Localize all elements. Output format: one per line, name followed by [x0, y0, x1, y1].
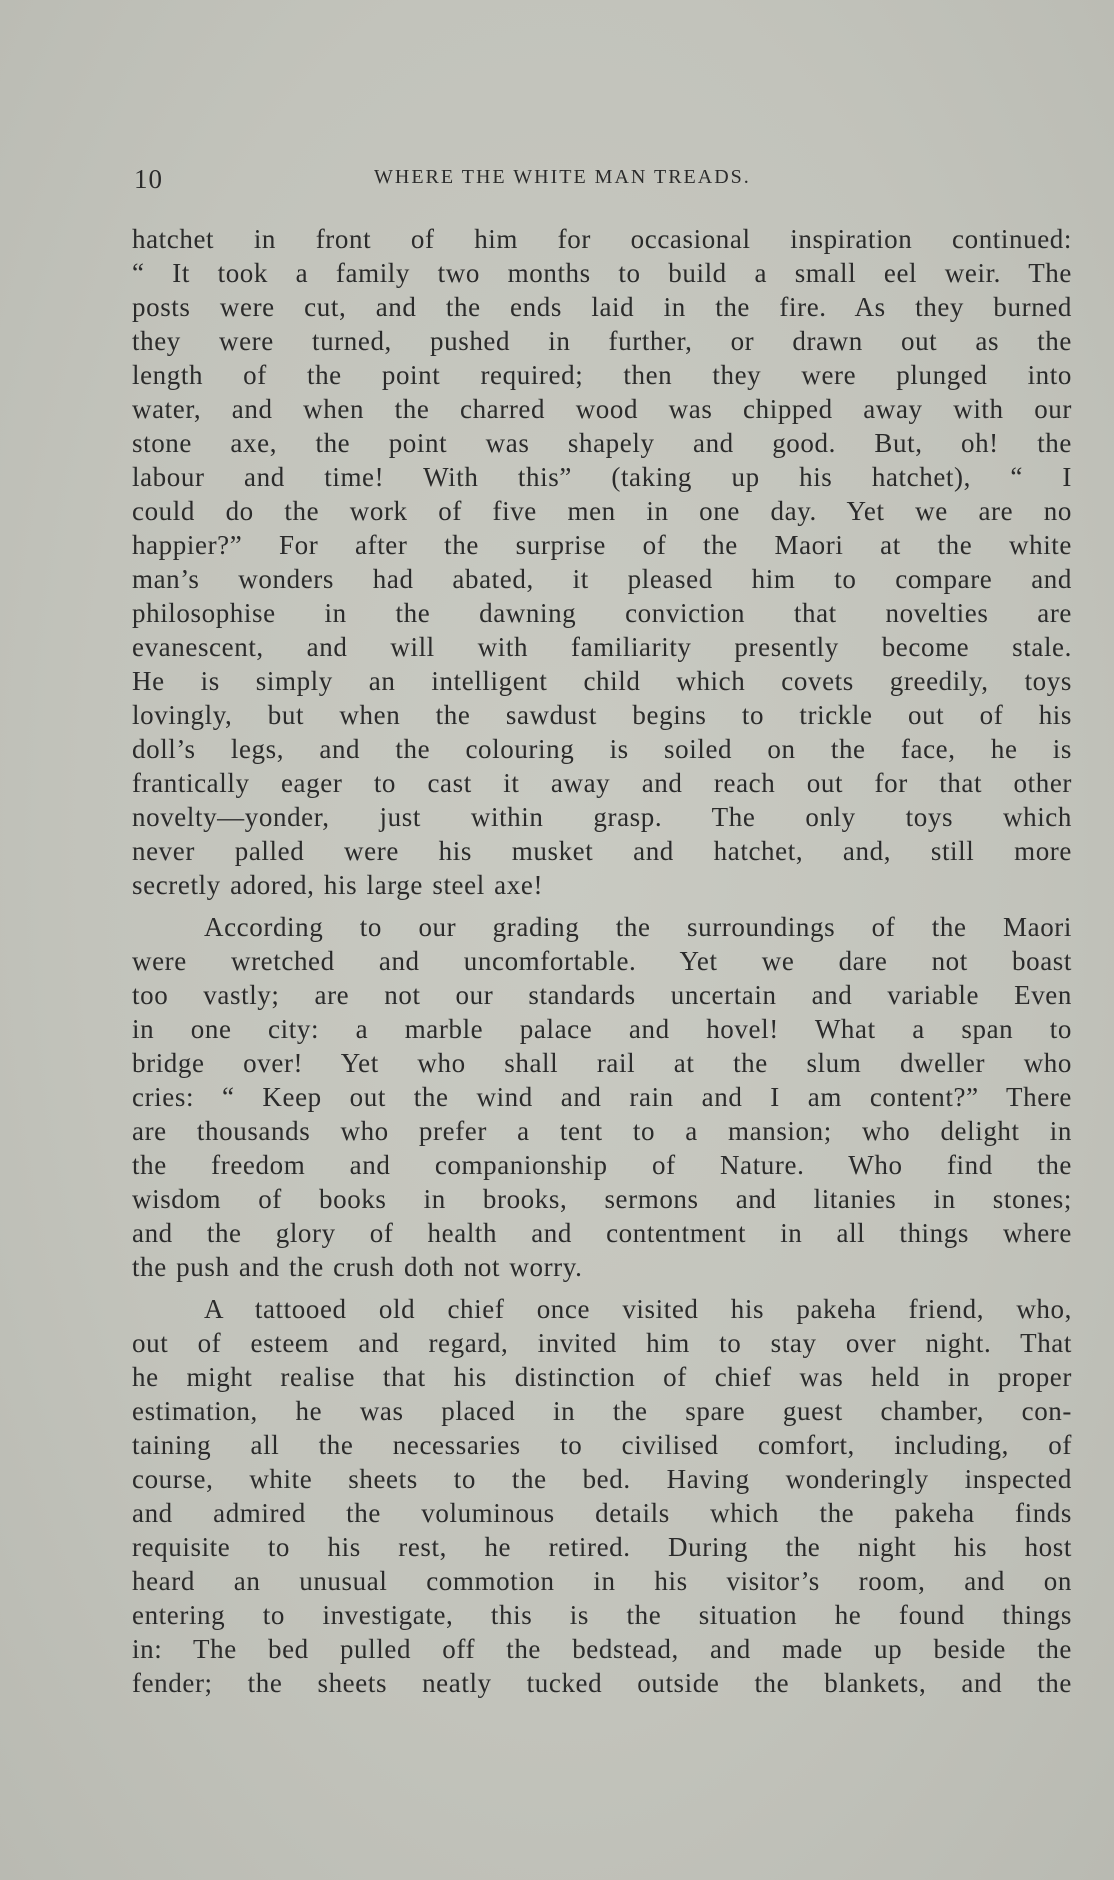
text-line: taining all the necessaries to civilised comfort, including, of: [132, 1430, 1072, 1460]
text-line: in: The bed pulled off the bedstead, and made up beside the: [132, 1634, 1072, 1664]
text-line: and admired the voluminous details which the pakeha finds: [132, 1498, 1072, 1528]
text-line: never palled were his musket and hatchet, and, still more: [132, 836, 1072, 866]
running-head: [134, 160, 1074, 200]
text-line: fender; the sheets neatly tucked outside the blankets, and the: [132, 1668, 1072, 1698]
body-text: [132, 222, 1072, 1700]
text-line: happier?” For after the surprise of the Maori at the white: [132, 530, 1072, 560]
text-line: hatchet in front of him for occasional inspiration continued:: [132, 224, 1072, 254]
paragraph-1: [132, 222, 1072, 902]
text-line: requisite to his rest, he retired. During the night his host: [132, 1532, 1072, 1562]
text-line: the push and the crush doth not worry.: [132, 1252, 583, 1282]
text-line: and the glory of health and contentment in all things where: [132, 1218, 1072, 1248]
text-line: estimation, he was placed in the spare guest chamber, con-: [132, 1396, 1072, 1426]
text-line: doll’s legs, and the colouring is soiled on the face, he is: [132, 734, 1072, 764]
text-line: stone axe, the point was shapely and good. But, oh! the: [132, 428, 1072, 458]
text-line: they were turned, pushed in further, or drawn out as the: [132, 326, 1072, 356]
text-line: are thousands who prefer a tent to a mansion; who delight in: [132, 1116, 1072, 1146]
running-head-title: WHERE THE WHITE MAN TREADS.: [374, 166, 751, 188]
page-number: 10: [134, 164, 163, 194]
text-line: the freedom and companionship of Nature. Who find the: [132, 1150, 1072, 1180]
text-line: entering to investigate, this is the situation he found things: [132, 1600, 1072, 1630]
text-line: water, and when the charred wood was chipped away with our: [132, 394, 1072, 424]
text-line: he might realise that his distinction of chief was held in proper: [132, 1362, 1072, 1392]
text-line: length of the point required; then they were plunged into: [132, 360, 1072, 390]
text-line: in one city: a marble palace and hovel! What a span to: [132, 1014, 1072, 1044]
paragraph-3: [132, 1292, 1072, 1700]
text-line: heard an unusual commotion in his visitor’s room, and on: [132, 1566, 1072, 1596]
text-line: “ It took a family two months to build a small eel weir. The: [132, 258, 1072, 288]
text-line: wisdom of books in brooks, sermons and litanies in stones;: [132, 1184, 1072, 1214]
text-line: novelty—yonder, just within grasp. The only toys which: [132, 802, 1072, 832]
text-line: He is simply an intelligent child which covets greedily, toys: [132, 666, 1072, 696]
text-line: cries: “ Keep out the wind and rain and I am content?” There: [132, 1082, 1072, 1112]
text-line: man’s wonders had abated, it pleased him to compare and: [132, 564, 1072, 594]
text-line: course, white sheets to the bed. Having wonderingly inspected: [132, 1464, 1072, 1494]
text-line: too vastly; are not our standards uncertain and variable Even: [132, 980, 1072, 1010]
text-line: could do the work of five men in one day. Yet we are no: [132, 496, 1072, 526]
text-line: According to our grading the surroundings of the Maori: [204, 912, 1072, 942]
text-line: labour and time! With this” (taking up his hatchet), “ I: [132, 462, 1072, 492]
text-line: lovingly, but when the sawdust begins to trickle out of his: [132, 700, 1072, 730]
text-line: philosophise in the dawning conviction that novelties are: [132, 598, 1072, 628]
text-line: evanescent, and will with familiarity presently become stale.: [132, 632, 1072, 662]
text-line: secretly adored, his large steel axe!: [132, 870, 544, 900]
text-line: were wretched and uncomfortable. Yet we dare not boast: [132, 946, 1072, 976]
text-line: A tattooed old chief once visited his pakeha friend, who,: [204, 1294, 1072, 1324]
text-line: bridge over! Yet who shall rail at the slum dweller who: [132, 1048, 1072, 1078]
text-line: out of esteem and regard, invited him to stay over night. That: [132, 1328, 1072, 1358]
paragraph-2: [132, 910, 1072, 1284]
text-line: posts were cut, and the ends laid in the fire. As they burned: [132, 292, 1072, 322]
text-line: frantically eager to cast it away and reach out for that other: [132, 768, 1072, 798]
